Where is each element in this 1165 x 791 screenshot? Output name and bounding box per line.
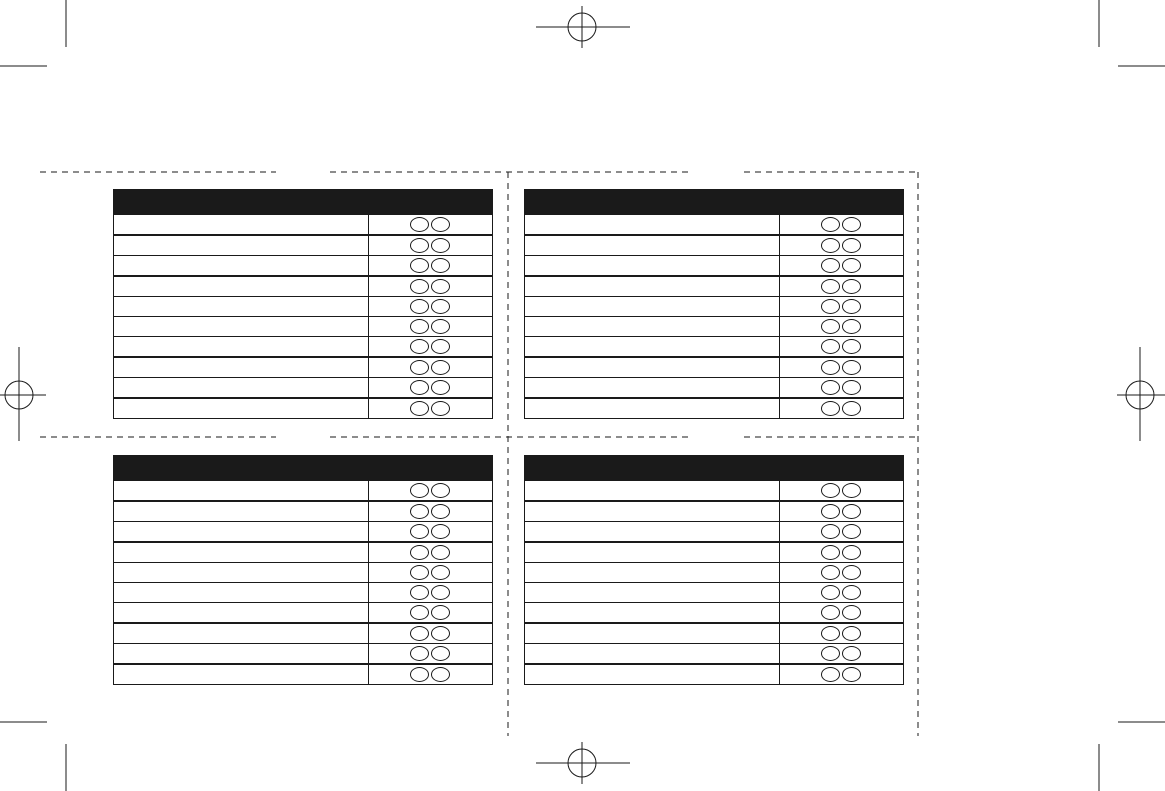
oval-cell xyxy=(779,235,903,256)
entry-field[interactable] xyxy=(114,235,369,256)
entry-field[interactable] xyxy=(114,337,369,358)
entry-field[interactable] xyxy=(114,583,369,603)
bubble-oval[interactable] xyxy=(842,504,861,519)
oval-group xyxy=(369,339,492,354)
oval-cell xyxy=(368,378,492,399)
form-row xyxy=(525,215,904,236)
entry-field[interactable] xyxy=(114,501,369,522)
oval-cell xyxy=(368,276,492,297)
oval-group xyxy=(780,238,903,253)
oval-group xyxy=(369,258,492,273)
form-row xyxy=(525,644,904,665)
bubble-oval[interactable] xyxy=(842,401,861,416)
entry-field[interactable] xyxy=(114,481,369,502)
bubble-oval[interactable] xyxy=(821,565,840,580)
form-row xyxy=(525,398,904,419)
bubble-oval[interactable] xyxy=(821,299,840,314)
oval-cell xyxy=(779,297,903,317)
bubble-oval[interactable] xyxy=(821,605,840,620)
form-row xyxy=(525,378,904,399)
entry-field[interactable] xyxy=(525,623,780,644)
bubble-oval[interactable] xyxy=(842,380,861,395)
bubble-oval[interactable] xyxy=(431,565,450,580)
entry-field[interactable] xyxy=(525,235,780,256)
oval-group xyxy=(369,238,492,253)
form-row xyxy=(114,317,493,337)
bubble-oval[interactable] xyxy=(842,319,861,334)
bubble-oval[interactable] xyxy=(821,360,840,375)
bubble-oval[interactable] xyxy=(410,483,429,498)
oval-cell xyxy=(779,357,903,378)
form-row xyxy=(114,501,493,522)
bubble-oval[interactable] xyxy=(842,238,861,253)
bubble-oval[interactable] xyxy=(431,646,450,661)
oval-cell xyxy=(779,276,903,297)
form-row xyxy=(114,398,493,419)
bubble-oval[interactable] xyxy=(842,605,861,620)
oval-group xyxy=(780,524,903,539)
entry-field[interactable] xyxy=(525,664,780,685)
form-row xyxy=(525,664,904,685)
bubble-oval[interactable] xyxy=(821,380,840,395)
oval-group xyxy=(780,565,903,580)
form-row xyxy=(114,297,493,317)
bubble-oval[interactable] xyxy=(821,319,840,334)
registration-mark xyxy=(536,742,630,784)
bubble-oval[interactable] xyxy=(410,319,429,334)
bubble-oval[interactable] xyxy=(410,667,429,682)
bubble-oval[interactable] xyxy=(410,565,429,580)
bubble-oval[interactable] xyxy=(842,545,861,560)
form-top-right xyxy=(524,189,904,419)
oval-group xyxy=(369,545,492,560)
bubble-oval[interactable] xyxy=(842,258,861,273)
entry-field[interactable] xyxy=(525,398,780,419)
bubble-oval[interactable] xyxy=(431,585,450,600)
entry-field[interactable] xyxy=(525,603,780,624)
oval-group xyxy=(369,299,492,314)
entry-field[interactable] xyxy=(525,256,780,277)
oval-cell xyxy=(368,644,492,665)
bubble-oval[interactable] xyxy=(431,626,450,641)
form-row xyxy=(114,644,493,665)
form-row xyxy=(114,481,493,502)
bubble-oval[interactable] xyxy=(821,339,840,354)
header-cell xyxy=(525,456,780,481)
oval-group xyxy=(780,545,903,560)
bubble-oval[interactable] xyxy=(842,585,861,600)
oval-cell xyxy=(779,583,903,603)
bubble-oval[interactable] xyxy=(431,279,450,294)
oval-cell xyxy=(779,623,903,644)
bubble-oval[interactable] xyxy=(821,626,840,641)
oval-group xyxy=(369,360,492,375)
bubble-oval[interactable] xyxy=(842,646,861,661)
oval-cell xyxy=(779,481,903,502)
bubble-oval[interactable] xyxy=(431,299,450,314)
oval-cell xyxy=(779,644,903,665)
entry-field[interactable] xyxy=(525,337,780,358)
bubble-oval[interactable] xyxy=(410,258,429,273)
oval-cell xyxy=(368,563,492,583)
oval-group xyxy=(369,504,492,519)
entry-field[interactable] xyxy=(114,398,369,419)
entry-field[interactable] xyxy=(525,563,780,583)
entry-field[interactable] xyxy=(114,378,369,399)
header-row xyxy=(525,190,904,215)
oval-group xyxy=(780,380,903,395)
oval-group xyxy=(780,646,903,661)
form-row xyxy=(525,297,904,317)
bubble-oval[interactable] xyxy=(431,258,450,273)
oval-group xyxy=(369,380,492,395)
bubble-oval[interactable] xyxy=(842,299,861,314)
bubble-oval[interactable] xyxy=(821,238,840,253)
form-row xyxy=(525,276,904,297)
oval-group xyxy=(369,565,492,580)
entry-field[interactable] xyxy=(114,317,369,337)
form-row xyxy=(525,481,904,502)
oval-group xyxy=(369,483,492,498)
bubble-oval[interactable] xyxy=(431,360,450,375)
entry-field[interactable] xyxy=(114,276,369,297)
bubble-oval[interactable] xyxy=(410,605,429,620)
form-row xyxy=(114,542,493,563)
oval-cell xyxy=(368,542,492,563)
bubble-oval[interactable] xyxy=(842,279,861,294)
header-row xyxy=(114,190,493,215)
oval-cell xyxy=(779,378,903,399)
entry-field[interactable] xyxy=(525,357,780,378)
oval-cell xyxy=(779,215,903,236)
oval-cell xyxy=(368,481,492,502)
oval-cell xyxy=(779,256,903,277)
oval-cell xyxy=(368,317,492,337)
entry-field[interactable] xyxy=(525,522,780,543)
oval-cell xyxy=(368,337,492,358)
bubble-oval[interactable] xyxy=(431,319,450,334)
oval-cell xyxy=(779,337,903,358)
entry-field[interactable] xyxy=(525,542,780,563)
header-cell xyxy=(368,456,492,481)
form-row xyxy=(114,603,493,624)
bubble-oval[interactable] xyxy=(410,401,429,416)
entry-field[interactable] xyxy=(525,378,780,399)
entry-field[interactable] xyxy=(525,481,780,502)
oval-cell xyxy=(779,664,903,685)
oval-group xyxy=(369,524,492,539)
bubble-oval[interactable] xyxy=(842,524,861,539)
form-row xyxy=(114,623,493,644)
bubble-oval[interactable] xyxy=(431,238,450,253)
header-cell xyxy=(114,456,369,481)
entry-field[interactable] xyxy=(525,583,780,603)
form-bottom-left xyxy=(113,455,493,685)
oval-cell xyxy=(368,603,492,624)
bubble-oval[interactable] xyxy=(821,585,840,600)
bubble-oval[interactable] xyxy=(431,380,450,395)
bubble-oval[interactable] xyxy=(431,605,450,620)
header-cell xyxy=(779,456,903,481)
oval-group xyxy=(780,605,903,620)
bubble-oval[interactable] xyxy=(821,401,840,416)
oval-group xyxy=(369,626,492,641)
bubble-oval[interactable] xyxy=(410,279,429,294)
bubble-oval[interactable] xyxy=(410,217,429,232)
entry-field[interactable] xyxy=(114,563,369,583)
bubble-oval[interactable] xyxy=(842,626,861,641)
entry-field[interactable] xyxy=(525,644,780,665)
bubble-oval[interactable] xyxy=(842,667,861,682)
bubble-oval[interactable] xyxy=(842,565,861,580)
bubble-oval[interactable] xyxy=(410,504,429,519)
bubble-oval[interactable] xyxy=(821,483,840,498)
oval-group xyxy=(780,339,903,354)
form-row xyxy=(525,357,904,378)
header-row xyxy=(525,456,904,481)
form-row xyxy=(525,522,904,543)
form-row xyxy=(525,256,904,277)
oval-group xyxy=(369,646,492,661)
bubble-oval[interactable] xyxy=(821,667,840,682)
oval-cell xyxy=(368,664,492,685)
bubble-oval[interactable] xyxy=(842,217,861,232)
header-cell xyxy=(525,190,780,215)
form-row xyxy=(114,357,493,378)
oval-cell xyxy=(779,501,903,522)
oval-group xyxy=(369,401,492,416)
entry-field[interactable] xyxy=(114,623,369,644)
form-row xyxy=(525,235,904,256)
bubble-oval[interactable] xyxy=(410,585,429,600)
bubble-oval[interactable] xyxy=(821,646,840,661)
oval-group xyxy=(369,319,492,334)
oval-cell xyxy=(779,317,903,337)
bubble-oval[interactable] xyxy=(431,545,450,560)
form-row xyxy=(525,603,904,624)
form-row xyxy=(114,215,493,236)
form-row xyxy=(114,664,493,685)
bubble-oval[interactable] xyxy=(410,299,429,314)
oval-group xyxy=(780,483,903,498)
form-row xyxy=(114,563,493,583)
oval-group xyxy=(780,667,903,682)
registration-mark xyxy=(1117,347,1165,441)
oval-group xyxy=(780,299,903,314)
bubble-oval[interactable] xyxy=(821,545,840,560)
oval-group xyxy=(369,217,492,232)
entry-field[interactable] xyxy=(114,664,369,685)
oval-group xyxy=(780,626,903,641)
entry-field[interactable] xyxy=(114,215,369,236)
oval-group xyxy=(780,279,903,294)
header-cell xyxy=(779,190,903,215)
oval-cell xyxy=(779,563,903,583)
header-cell xyxy=(114,190,369,215)
oval-cell xyxy=(368,501,492,522)
oval-cell xyxy=(779,522,903,543)
entry-field[interactable] xyxy=(525,215,780,236)
bubble-oval[interactable] xyxy=(410,524,429,539)
form-row xyxy=(114,235,493,256)
bubble-oval[interactable] xyxy=(842,483,861,498)
bubble-oval[interactable] xyxy=(821,217,840,232)
form-row xyxy=(114,276,493,297)
form-row xyxy=(525,583,904,603)
entry-field[interactable] xyxy=(114,603,369,624)
form-row xyxy=(114,522,493,543)
entry-field[interactable] xyxy=(114,542,369,563)
oval-cell xyxy=(368,297,492,317)
entry-field[interactable] xyxy=(525,297,780,317)
entry-field[interactable] xyxy=(114,644,369,665)
form-row xyxy=(525,317,904,337)
oval-cell xyxy=(779,542,903,563)
header-row xyxy=(114,456,493,481)
oval-group xyxy=(369,279,492,294)
bubble-oval[interactable] xyxy=(431,667,450,682)
form-row xyxy=(114,337,493,358)
bubble-oval[interactable] xyxy=(431,217,450,232)
header-cell xyxy=(368,190,492,215)
bubble-oval[interactable] xyxy=(431,483,450,498)
bubble-oval[interactable] xyxy=(821,524,840,539)
oval-cell xyxy=(368,357,492,378)
oval-cell xyxy=(368,522,492,543)
bubble-oval[interactable] xyxy=(821,258,840,273)
entry-field[interactable] xyxy=(114,256,369,277)
bubble-oval[interactable] xyxy=(431,504,450,519)
bubble-oval[interactable] xyxy=(842,339,861,354)
entry-field[interactable] xyxy=(114,297,369,317)
registration-mark xyxy=(536,6,630,48)
form-row xyxy=(525,623,904,644)
form-row xyxy=(114,256,493,277)
oval-cell xyxy=(368,256,492,277)
bubble-oval[interactable] xyxy=(821,279,840,294)
bubble-oval[interactable] xyxy=(431,401,450,416)
oval-group xyxy=(780,504,903,519)
form-row xyxy=(525,542,904,563)
oval-group xyxy=(369,667,492,682)
entry-field[interactable] xyxy=(525,501,780,522)
bubble-oval[interactable] xyxy=(410,380,429,395)
bubble-oval[interactable] xyxy=(431,339,450,354)
form-row xyxy=(525,501,904,522)
bubble-oval[interactable] xyxy=(410,339,429,354)
form-row xyxy=(114,378,493,399)
oval-cell xyxy=(368,215,492,236)
bubble-oval[interactable] xyxy=(410,545,429,560)
entry-field[interactable] xyxy=(525,276,780,297)
bubble-oval[interactable] xyxy=(431,524,450,539)
entry-field[interactable] xyxy=(525,317,780,337)
oval-cell xyxy=(779,603,903,624)
bubble-oval[interactable] xyxy=(410,626,429,641)
form-row xyxy=(525,563,904,583)
form-top-left xyxy=(113,189,493,419)
bubble-oval[interactable] xyxy=(410,646,429,661)
bubble-oval[interactable] xyxy=(842,360,861,375)
oval-group xyxy=(780,360,903,375)
entry-field[interactable] xyxy=(114,357,369,378)
oval-group xyxy=(780,217,903,232)
bubble-oval[interactable] xyxy=(410,360,429,375)
bubble-oval[interactable] xyxy=(410,238,429,253)
oval-cell xyxy=(368,623,492,644)
oval-group xyxy=(780,401,903,416)
form-bottom-right xyxy=(524,455,904,685)
bubble-oval[interactable] xyxy=(821,504,840,519)
oval-cell xyxy=(368,583,492,603)
form-row xyxy=(114,583,493,603)
oval-group xyxy=(369,605,492,620)
form-row xyxy=(525,337,904,358)
oval-group xyxy=(780,585,903,600)
entry-field[interactable] xyxy=(114,522,369,543)
oval-group xyxy=(369,585,492,600)
oval-group xyxy=(780,258,903,273)
oval-cell xyxy=(368,398,492,419)
oval-group xyxy=(780,319,903,334)
registration-mark xyxy=(0,347,46,441)
oval-cell xyxy=(368,235,492,256)
oval-cell xyxy=(779,398,903,419)
